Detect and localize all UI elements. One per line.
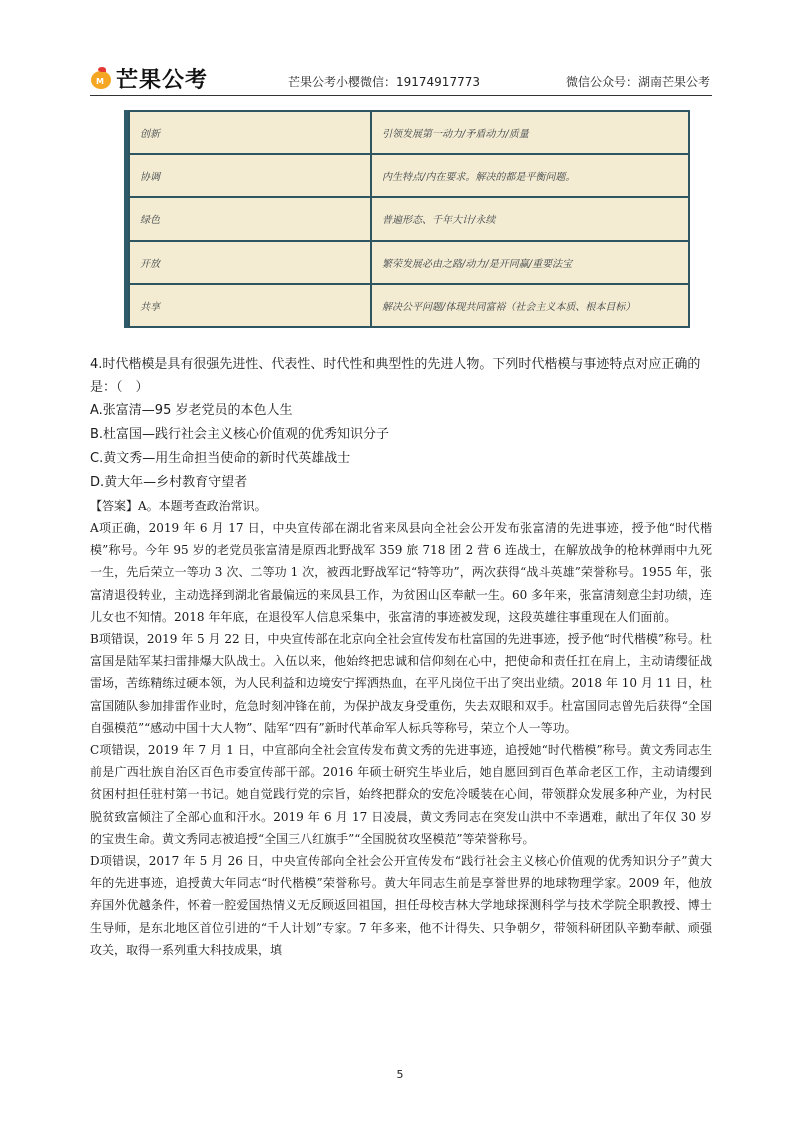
table-row <box>129 154 689 197</box>
table-row <box>129 241 689 284</box>
option-d: D.黄大年—乡村教育守望者 <box>90 475 248 490</box>
logo-text: 芒果公考 <box>116 67 209 93</box>
explanation-b: B项错误，2019 年 5 月 22 日，中央宣传部在北京向全社会宣传发布杜富国的先进事迹，授予他“时代楷模”称号。杜富国是陆军某扫雷排爆大队战士。入伍以来，他始终把忠诚和信仰刻在心中，把使命和责任扛在肩上，主动请缨征战雷场，苦练精练过硬本领，为人民利益和边境安宁挥洒热血，在平凡岗位干出了突出业绩。2018 年 10 月 11 日，杜富国随队参加排雷作业时，危急时刻冲锋在前，为保护战友身受重伤，失去双眼和双手。杜富国同志曾先后获得“全国自强模范”“感动中国十大人物”、陆军“四有”新时代革命军人标兵等称号，荣立个人一等功。 <box>90 632 712 735</box>
table-cell-key: 创新 <box>129 111 371 154</box>
option-a: A.张富清—95 岁老党员的本色人生 <box>90 403 293 418</box>
answer-lead: 【答案】A。本题考查政治常识。 <box>90 499 267 513</box>
handwritten-table-photo <box>124 110 690 328</box>
page-header <box>90 62 712 96</box>
table-cell-key: 绿色 <box>129 197 371 240</box>
option-c: C.黄文秀—用生命担当使命的新时代英雄战士 <box>90 451 351 466</box>
table-cell-key: 共享 <box>129 284 371 327</box>
table-cell-value: 内生特点/内在要求。解决的都是平衡问题。 <box>371 154 689 197</box>
table-cell-key: 协调 <box>129 154 371 197</box>
explanation-d: D项错误，2017 年 5 月 26 日，中央宣传部向全社会公开宣传发布“践行社会主义核心价值观的优秀知识分子”黄大年的先进事迹，追授黄大年同志“时代楷模”荣誉称号。黄大年同志生前是享誉世界的地球物理学家。2009 年，他放弃国外优越条件，怀着一腔爱国热情义无反顾返回祖国，担任母校吉林大学地球探测科学与技术学院全职教授、博士生导师，是东北地区首位引进的“千人计划”专家。7 年多来，他不计得失、只争朝夕，带领科研团队辛勤奉献、顽强攻关，取得一系列重大科技成果，填 <box>90 854 712 957</box>
table-cell-value: 解决公平问题/体现共同富裕（社会主义本质、根本目标） <box>371 284 689 327</box>
option-b: B.杜富国—践行社会主义核心价值观的优秀知识分子 <box>90 427 390 442</box>
question-stem: 4.时代楷模是具有很强先进性、代表性、时代性和典型性的先进人物。下列时代楷模与事迹特点对应正确的是：（ ） <box>90 357 701 395</box>
table-row <box>129 284 689 327</box>
page-number: 5 <box>396 1068 404 1081</box>
table-cell-value: 繁荣发展必由之路/动力/是开同赢/重要法宝 <box>371 241 689 284</box>
table-row <box>129 197 689 240</box>
header-contact: 芒果公考小樱微信：19174917773 <box>288 75 480 89</box>
table-cell-value: 普遍形态、千年大计/永续 <box>371 197 689 240</box>
question-section <box>90 353 712 961</box>
table-cell-key: 开放 <box>129 241 371 284</box>
header-account: 微信公众号：湖南芒果公考 <box>565 75 710 89</box>
table-cell-value: 引领发展第一动力/矛盾动力/质量 <box>371 111 689 154</box>
mango-logo-icon: M <box>90 67 112 89</box>
logo <box>90 62 208 94</box>
explanation-c: C项错误，2019 年 7 月 1 日，中宣部向全社会宣传发布黄文秀的先进事迹，追授她“时代楷模”称号。黄文秀同志生前是广西壮族自治区百色市委宣传部干部。2016 年硕士研究生毕业后，她自愿回到百色革命老区工作，主动请缨到贫困村担任驻村第一书记。她自觉践行党的宗旨，始终把群众的安危冷暖装在心间，带领群众发展多种产业，为村民脱贫致富倾注了全部心血和汗水。2019 年 6 月 17 日凌晨，黄文秀同志在突发山洪中不幸遇难，献出了年仅 30 岁的宝贵生命。黄文秀同志被追授“全国三八红旗手”“全国脱贫攻坚模范”等荣誉称号。 <box>90 743 712 846</box>
table-row <box>129 111 689 154</box>
explanation-a: A项正确，2019 年 6 月 17 日，中央宣传部在湖北省来凤县向全社会公开发布张富清的先进事迹，授予他“时代楷模”称号。今年 95 岁的老党员张富清是原西北野战军 359 旅 718 团 2 营 6 连战士，在解放战争的枪林弹雨中九死一生，先后荣立一等功 3 次、二等功 1 次，被西北野战军记“特等功”，两次获得“战斗英雄”荣誉称号。1955 年，张富清退役转业，主动选择到湖北省最偏远的来凤县工作，为贫困山区奉献一生。60 多年来，张富清刻意尘封功绩，连儿女也不知情。2018 年年底，在退役军人信息采集中，张富清的事迹被发现，这段英雄往事重现在人们面前。 <box>90 521 712 624</box>
handwritten-table <box>128 110 690 328</box>
header-divider <box>90 95 712 96</box>
